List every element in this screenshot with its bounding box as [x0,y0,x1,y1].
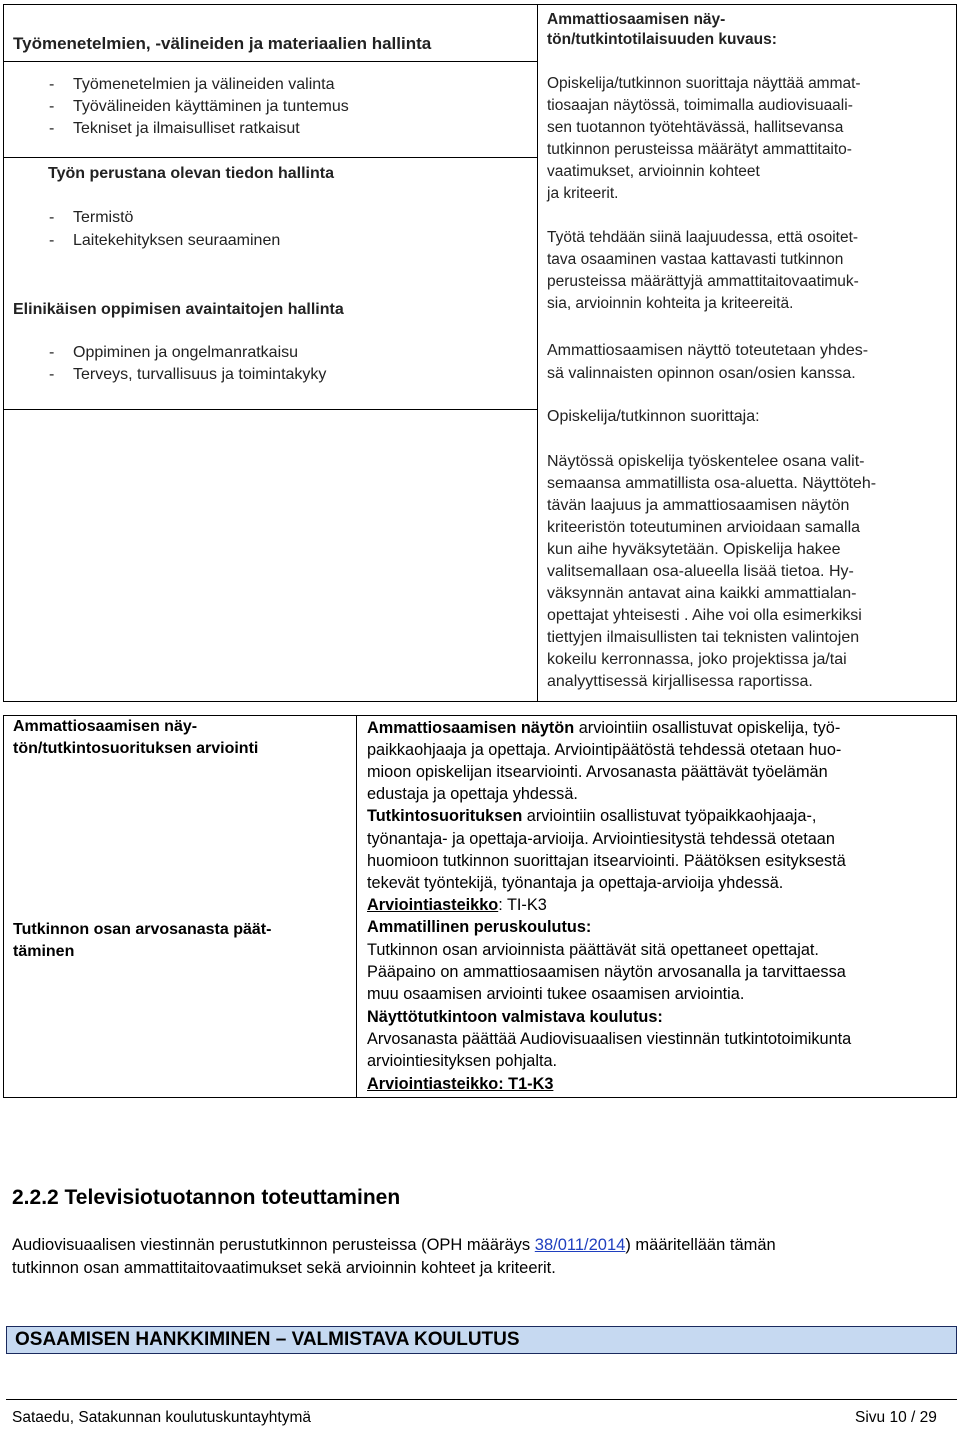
assessment-line: mioon opiskelijan itsearviointi. Arvosanasta päättävät työelämän [367,763,828,781]
grading-label: Tutkinnon osan arvosanasta päät- [13,921,272,938]
paragraph-line: kun aihe hyväksytetään. Opiskelija hakee [547,541,841,558]
grading-scale: Arviointiasteikko: T1-K3 [367,1075,554,1093]
assessment-line: paikkaohjaaja ja opettaja. Arviointipäätöstä tehdessä otetaan huo- [367,741,842,759]
paragraph-line: tava osaaminen vastaa kattavasti tutkinnon [547,251,844,268]
assessment-line: huomioon tutkinnon suorittajan itsearviointi. Päätöksen esityksestä [367,852,846,870]
paragraph-line: Työtä tehdään siinä laajuudessa, että osoitet- [547,229,859,246]
group-title: Elinikäisen oppimisen avaintaitojen hallinta [13,301,344,318]
right-title: tön/tutkintotilaisuuden kuvaus: [547,31,777,48]
paragraph-line: perusteissa määrättyjä ammattitaitovaatimuk- [547,273,859,290]
paragraph-line: Ammattiosaamisen näyttö toteutetaan yhdes- [547,342,869,359]
header-divider [4,61,537,62]
group-divider [4,157,537,158]
section-paragraph: Audiovisuaalisen viestinnän perustutkinnon perusteissa (OPH määräys 38/011/2014) määritellään tämän [12,1236,776,1254]
left-header: Työmenetelmien, -välineiden ja materiaalien hallinta [13,34,432,53]
paragraph-line: sä valinnaisten opinnon osan/osien kanssa. [547,365,856,382]
assessment-table [3,715,957,1098]
paragraph-line: Opiskelija/tutkinnon suorittaja: [547,408,760,425]
column-divider [537,5,538,701]
paragraph-line: analyyttisessä kirjallisessa raportissa. [547,673,813,690]
banner-title: OSAAMISEN HANKKIMINEN – VALMISTAVA KOULUTUS [15,1329,520,1350]
assessment-line: edustaja ja opettaja yhdessä. [367,785,578,803]
footer-organization: Sataedu, Satakunnan koulutuskuntayhtymä [12,1409,312,1426]
assessment-line: Tutkintosuorituksen arviointiin osallistuvat työpaikkaohjaaja-, [367,807,817,825]
regulation-link[interactable]: 38/011/2014 [534,1236,626,1254]
paragraph-line: Näytössä opiskelija työskentelee osana valit- [547,453,865,470]
section-paragraph: tutkinnon osan ammattitaitovaatimukset sekä arvioinnin kohteet ja kriteerit. [12,1259,556,1277]
assessment-line: arviointiesityksen pohjalta. [367,1052,558,1070]
paragraph-line: semaansa ammatillista osa-aluetta. Näyttöteh- [547,475,877,492]
paragraph-line: tutkinnon perusteissa määrätyt ammattitaito- [547,141,852,158]
assessment-line: tekevät työntekijä, työnantaja ja opettaja-arvioija yhdessä. [367,874,784,892]
paragraph-line: kriteeristön toteutuminen arvioidaan samalla [547,519,861,536]
assessment-line: Arvosanasta päättää Audiovisuaalisen viestinnän tutkintotoimikunta [367,1030,852,1048]
competence-table: Työmenetelmien, -välineiden ja materiaalien hallinta - Työmenetelmien ja välineiden valinta - Työvälineiden käyttäminen ja tuntemus - Tekniset ja ilmaisulliset ratkaisut Työn perustana olevan tiedon hallinta - Termistö - Laitekehityksen seuraaminen Elinikäisen oppimisen avaintaitojen hallinta - Oppiminen ja ongelmanratkaisu - Terveys, turvallisuus ja toimintakyky Ammattiosaamisen näy- tön/tutkintotilaisuuden kuvaus: Opiskelija/tutkinnon suorittaja näyttää ammat- tiosaajan näytössä, toimimalla audiovisuaali- sen tuotannon työtehtävässä, hallitsevansa tutkinnon perusteissa määrätyt ammattitaito- vaatimukset, arvioinnin kohteet ja kriteerit. Työtä tehdään siinä laajuudessa, että osoitet- tava osaaminen vastaa kattavasti tutkinnon perusteissa määrättyjä ammattitaitovaatimuk- sia, arvioinnin kohteita ja kriteereitä. Ammattiosaamisen näyttö toteutetaan yhdes- sä valinnaisten opinnon osan/osien kanssa. Opiskelija/tutkinnon suorittaja: Näytössä opiskelija työskentelee osana valit- semaansa ammatillista osa-aluetta. Näyttöteh- tävän laajuus ja ammattiosaamisen näytön kriteeristön toteutuminen arvioidaan samalla kun aihe hyväksytetään. Opiskelija hakee valitsemallaan osa-alueella lisää tietoa. Hy- väksynnän antavat aina kaikki ammattialan- opettajat yhteisesti . Aihe voi olla esimerkiksi tiettyjen ilmaisullisten tai teknisten valintojen kokeilu kerronnassa, joko projektissa ja/tai analyyttisessä kirjallisessa raportissa. [3,4,957,702]
assessment-line: työnantaja- ja opettaja-arvioija. Arviointiesitystä tehdessä otetaan [367,830,835,848]
column-divider [356,716,357,1097]
assessment-label: Ammattiosaamisen näy- [13,718,198,735]
paragraph-line: väksynnän antavat aina kaikki ammattialan- [547,585,857,602]
section-heading: 2.2.2 Televisiotuotannon toteuttaminen [12,1186,401,1209]
assessment-subheading: Näyttötutkintoon valmistava koulutus: [367,1008,663,1026]
paragraph-line: kokeilu kerronnassa, joko projektissa ja/tai [547,651,847,668]
paragraph-line: sia, arvioinnin kohteita ja kriteereitä. [547,295,794,312]
footer-divider [6,1399,957,1400]
page-number: Sivu 10 / 29 [855,1409,937,1426]
paragraph-line: vaatimukset, arvioinnin kohteet [547,163,760,180]
grading-scale: Arviointiasteikko: TI-K3 [367,896,547,914]
section-banner [6,1326,957,1354]
group-title: Työn perustana olevan tiedon hallinta [48,165,334,182]
assessment-label: tön/tutkintosuorituksen arviointi [13,740,259,757]
paragraph-line: valitsemallaan osa-alueella lisää tietoa. Hy- [547,563,854,580]
paragraph-line: tiettyjen ilmaisullisten tai teknisten valintojen [547,629,860,646]
assessment-line: Pääpaino on ammattiosaamisen näytön arvosanalla ja tarvittaessa [367,963,846,981]
assessment-line: Tutkinnon osan arvioinnista päättävät sitä opettaneet opettajat. [367,941,819,959]
paragraph-line: Opiskelija/tutkinnon suorittaja näyttää ammat- [547,75,861,92]
paragraph-line: tävän laajuus ja ammattiosaamisen näytön [547,497,850,514]
right-title: Ammattiosaamisen näy- [547,11,726,28]
paragraph-line: sen tuotannon työtehtävässä, hallitsevansa [547,119,844,136]
paragraph-line: tiosaajan näytössä, toimimalla audiovisuaali- [547,97,853,114]
assessment-subheading: Ammatillinen peruskoulutus: [367,918,592,936]
grading-label: täminen [13,943,75,960]
paragraph-line: opettajat yhteisesti . Aihe voi olla esimerkiksi [547,607,862,624]
assessment-line: muu osaamisen arviointi tukee osaamisen arviointia. [367,985,745,1003]
paragraph-line: ja kriteerit. [547,185,619,202]
assessment-line: Ammattiosaamisen näytön arviointiin osallistuvat opiskelija, työ- [367,719,841,737]
